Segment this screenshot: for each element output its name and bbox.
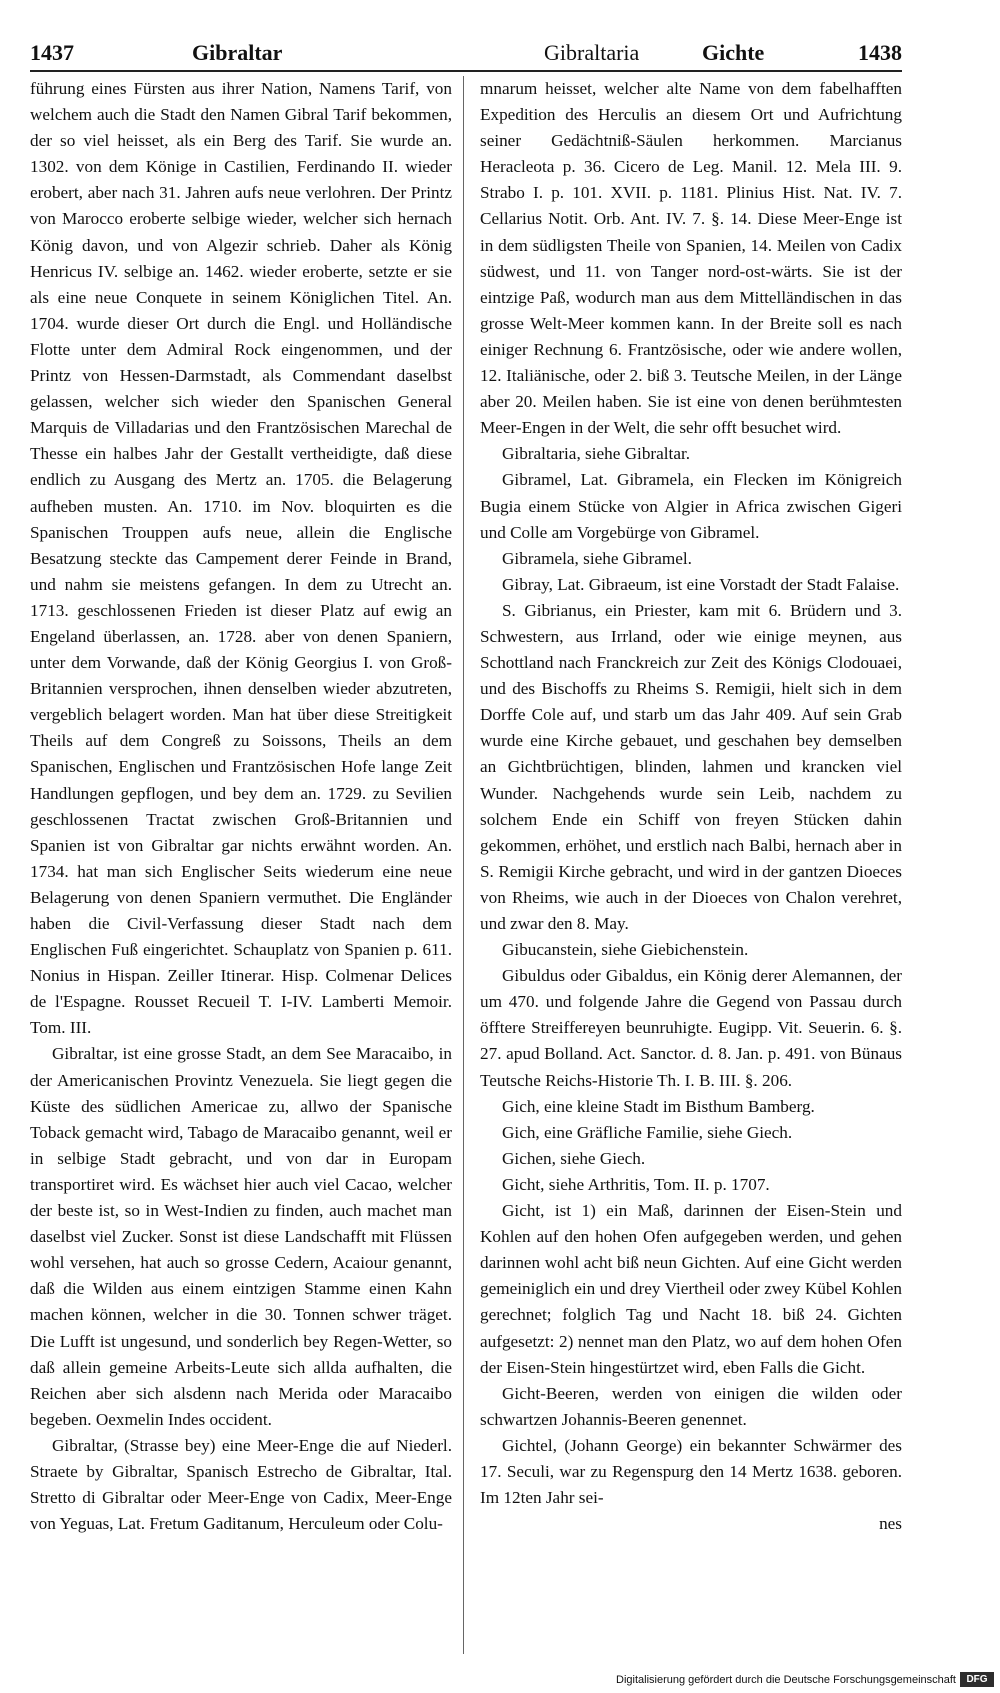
entry-paragraph: S. Gibrianus, ein Priester, kam mit 6. Brüdern und 3. Schwestern, aus Irrland, oder wie einige meynen, aus Schottland nach Franckreich zur Zeit des Königs Clodouaei, und des Bischoffs zu Rheims S. Remigii, hielt sich in dem Dorffe Cole auf, und starb um das Jahr 409. Auf sein Grab wurde eine Kirche gebauet, und geschahen bey demselben an Gichtbrüchtigen, blinden, lahmen und krancken viel Wunder. Nachgehends wurde sein Leib, nachdem zu solchem Ende ein Schiff von freyen Stücken dahin gekommen, erhöhet, und erstlich nach Balbi, hernach aber in S. Remigii Kirche gebracht, und wird in der gantzen Dioeces von Rheims, wie auch in der Dioeces von Chalon verehret, und zwar den 8. May.	[480, 600, 902, 933]
entry-paragraph: Gicht-Beeren, werden von einigen die wilden oder schwartzen Johannis-Beeren genennet.	[480, 1383, 902, 1429]
column-divider	[463, 76, 464, 1654]
entry-paragraph: Gich, eine Gräfliche Familie, siehe Giech.	[502, 1122, 793, 1142]
entry-paragraph: Gicht, ist 1) ein Maß, darinnen der Eisen-Stein und Kohlen auf den hohen Ofen aufgegeben werden, und gehen darinnen wohl acht biß neun Gichten. Auf eine Gicht werden gemeiniglich ein und drey Viertheil oder zwey Kübel Kohlen gerechnet; folglich Tag und Nacht 18. biß 24. Gichten aufgesetzt: 2) nennet man den Platz, wo auf dem hohen Ofen der Eisen-Stein hingestürtzet wird, eben Falls die Gicht.	[480, 1201, 902, 1377]
entry-paragraph: Gichen, siehe Giech.	[502, 1148, 646, 1168]
entry-paragraph: Gibraltar, (Strasse bey) eine Meer-Enge die auf Niederl. Straete by Gibraltar, Spanisch Estrecho de Gibraltar, Ital. Stretto di Gibraltar oder Meer-Enge von Cadix, Meer-Enge von Yeguas, Lat. Fretum Gaditanum, Herculeum oder Colu-	[30, 1435, 452, 1534]
left-headword: Gibraltar	[192, 40, 283, 65]
entry-paragraph: Gibramela, siehe Gibramel.	[502, 548, 692, 568]
page-header	[30, 34, 902, 70]
entry-paragraph: Gichtel, (Johann George) ein bekannter Schwärmer des 17. Seculi, war zu Regenspurg den 14 Mertz 1638. geboren. Im 12ten Jahr sei-	[480, 1435, 902, 1508]
entry-paragraph: Gibramel, Lat. Gibramela, ein Flecken im Königreich Bugia einem Stücke von Algier in Africa zwischen Gigeri und Colle am Vorgebürge von Gibramel.	[480, 470, 902, 542]
left-column	[30, 76, 452, 1537]
header-rule	[30, 70, 902, 72]
entry-paragraph: führung eines Fürsten aus ihrer Nation, Namens Tarif, von welchem auch die Stadt den Namen Gibral Tarif bekommen, der so viel heisset, als ein Berg des Tarif. Sie wurde an. 1302. von dem Könige in Castilien, Ferdinando II. wieder erobert, aber nach 31. Jahren aufs neue verlohren. Der Printz von Marocco eroberte selbige wieder, welcher sich hernach König davon, und von Algezir schrieb. Daher als König Henricus IV. selbige an. 1462. wieder eroberte, setzte er sie als eine neue Conquete in seinem Königlichen Titel. An. 1704. wurde dieser Ort durch die Engl. und Holländische Flotte unter dem Admiral Rock eingenommen, und der Printz von Hessen-Darmstadt, als Commendant daselbst gelassen, welcher sich wieder den Spanischen General Marquis de Villadarias und den Frantzösischen Marechal de Thesse ein halbes Jahr der Gestallt vertheidigte, daß diese endlich zu Ausgang des Mertz an. 1705. die Belagerung aufheben musten. An. 1710. im Nov. bloquirten es die Spanischen Trouppen aufs neue, allein die Englische Besatzung steckte das Campement derer Feinde in Brand, und nahm sie meistens gefangen. In dem zu Utrecht an. 1713. geschlossenen Frieden ist dieser Platz auf ewig an Engeland überlassen, an. 1728. aber von denen Spaniern, unter dem Vorwande, daß der König Georgius I. von Groß-Britannien versprochen, ihnen denselben wieder abzutreten, vergeblich belagert worden. Man hat über diese Streitigkeit Theils auf dem Congreß zu Soissons, Theils an dem Spanischen, Englischen und Frantzösischen Hofe lange Zeit Handlungen gepflogen, und bey dem an. 1729. zu Sevilien geschlossenen Tractat zwischen Groß-Britannien und Spanien ist von Gibraltar gar nichts erwähnt worden. An. 1734. hat man sich Englischer Seits wiederum eine neue Belagerung von denen Spaniern vermuthet. Die Engländer haben die Civil-Verfassung dieser Stadt nach dem Englischen Fuß eingerichtet. Schauplatz von Spanien p. 611. Nonius in Hispan. Zeiller Itinerar. Hisp. Colmenar Delices de l'Espagne. Rousset Recueil T. I-IV. Lamberti Memoir. Tom. III.	[30, 79, 452, 1038]
entry-paragraph: Gibraltaria, siehe Gibraltar.	[502, 444, 691, 464]
entry-paragraph: Gich, eine kleine Stadt im Bisthum Bamberg.	[502, 1096, 815, 1116]
entry-paragraph: mnarum heisset, welcher alte Name von dem fabelhafften Expedition des Herculis an diesem Ort und Aufrichtung seiner Gedächtniß-Säulen herkommen. Marcianus Heracleota p. 36. Cicero de Leg. Manil. 12. Mela III. 9. Strabo I. p. 101. XVII. p. 1181. Plinius Hist. Nat. IV. 7. Cellarius Notit. Orb. Ant. IV. 7. §. 14. Diese Meer-Enge ist in dem südligsten Theile von Spanien, 14. Meilen von Cadix südwest, und 11. von Tanger nord-ost-wärts. Sie ist der eintzige Paß, wodurch man aus dem Mittelländischen in das grosse Welt-Meer kommen kann. In der Breite soll es nach einiger Rechnung 6. Frantzösische, oder wie andere wollen, 12. Italiänische, oder 2. biß 3. Teutsche Meilen, in der Länge aber 20. Meilen haben. Sie ist eine von denen berühmtesten Meer-Engen in der Welt, die sehr offt besuchet wird.	[480, 79, 902, 438]
entry-paragraph: Gibuldus oder Gibaldus, ein König derer Alemannen, der um 470. und folgende Jahre die Gegend von Passau durch öfftere Streiffereyen beunruhigte. Eugipp. Vit. Seuerin. 6. §. 27. apud Bolland. Act. Sanctor. d. 8. Jan. p. 491. von Bünaus Teutsche Reichs-Historie Th. I. B. III. §. 206.	[480, 966, 902, 1090]
digitization-footer	[0, 1671, 1000, 1691]
funding-credit: Digitalisierung gefördert durch die Deutsche Forschungsgemeinschaft	[616, 1674, 956, 1686]
entry-paragraph: Gicht, siehe Arthritis, Tom. II. p. 1707.	[502, 1174, 770, 1194]
right-headword-last: Gichte	[702, 40, 765, 65]
entry-paragraph: Gibucanstein, siehe Giebichenstein.	[502, 940, 749, 960]
entry-paragraph: Gibraltar, ist eine grosse Stadt, an dem See Maracaibo, in der Americanischen Provintz Venezuela. Sie liegt gegen die Küste des südlichen Americae zu, allwo der Spanische Toback gemacht wird, Tabago de Maracaibo genannt, weil er in selbige Stadt gebracht, und von dar in Europam transportiret wird. Es wächset hier auch viel Cacao, welcher der beste ist, so in West-Indien zu finden, auch machet man daselbst viel Zucker. Sonst ist diese Landschafft mit Flüssen wohl versehen, hat auch so grosse Cedern, Acaiour genannt, daß die Wilden aus einem eintzigen Stamme einen Kahn machen können, welcher in die 30. Tonnen schwer träget. Die Lufft ist ungesund, und sonderlich bey Regen-Wetter, so daß allein gemeine Arbeits-Leute sich allda aufhalten, die Reichen aber sich alsdenn nach Merida oder Maracaibo begeben. Oexmelin Indes occident.	[30, 1044, 452, 1429]
left-page-number: 1437	[30, 40, 74, 65]
right-page-number: 1438	[858, 40, 902, 65]
entry-paragraph: Gibray, Lat. Gibraeum, ist eine Vorstadt der Stadt Falaise.	[502, 574, 900, 594]
catchword: nes	[879, 1514, 902, 1534]
dfg-logo-icon: DFG	[960, 1672, 994, 1687]
right-column	[480, 76, 902, 1537]
right-headword-first: Gibraltaria	[544, 40, 640, 65]
